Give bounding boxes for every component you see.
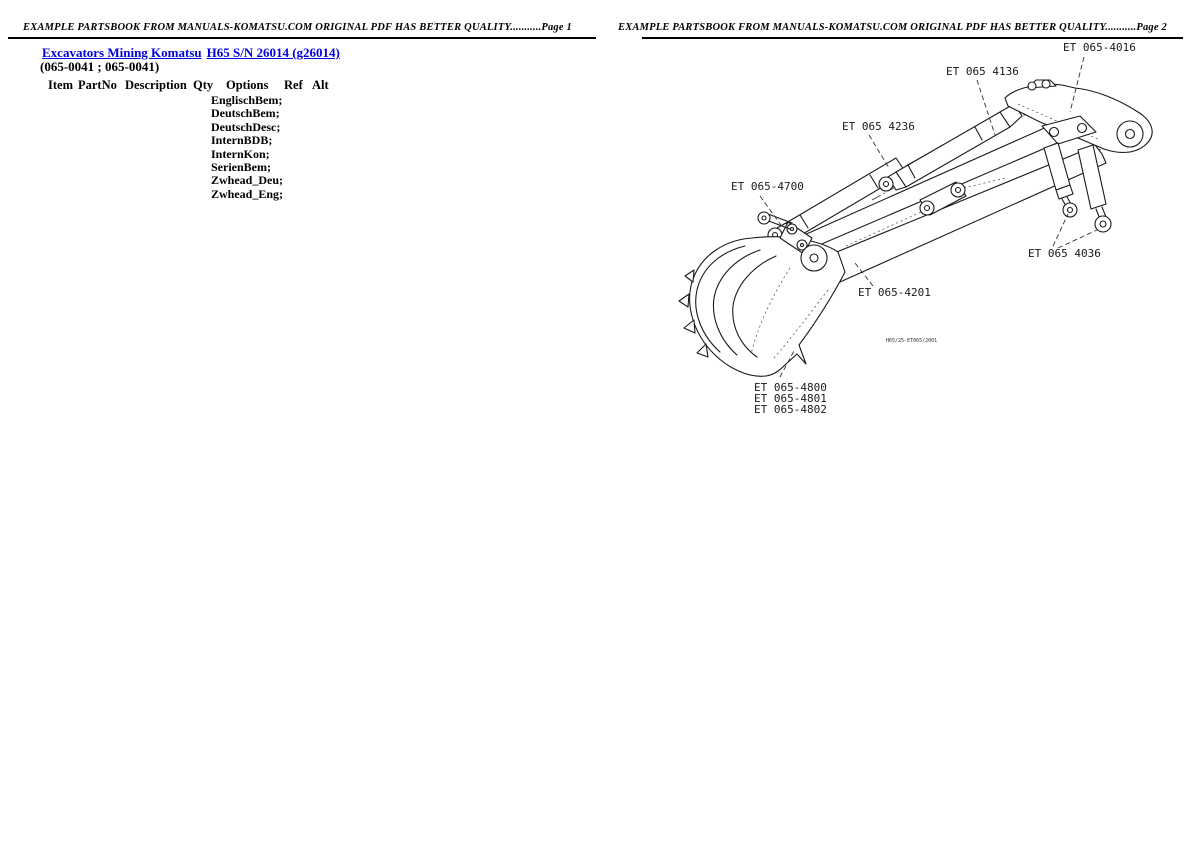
term-item: Zwhead_Deu; bbox=[211, 173, 284, 188]
page-1-header bbox=[0, 22, 595, 33]
part-label-et-065-4801: ET 065-4801 bbox=[754, 392, 827, 405]
header-rule bbox=[8, 37, 596, 39]
part-label-et-065-4201: ET 065-4201 bbox=[858, 286, 931, 299]
drawing-watermark: H65/25-ET065/2001 bbox=[886, 338, 938, 344]
term-item: DeutschBem; bbox=[211, 106, 280, 121]
header-text: EXAMPLE PARTSBOOK FROM MANUALS-KOMATSU.COM ORIGINAL PDF HAS BETTER QUALITY........... bbox=[617, 22, 1137, 33]
part-label-et-065-4036: ET 065 4036 bbox=[1028, 247, 1101, 260]
part-label-et-065-4136: ET 065 4136 bbox=[946, 65, 1019, 78]
header-page-number: Page 2 bbox=[1136, 22, 1168, 33]
term-list bbox=[211, 94, 283, 201]
page-2-header bbox=[595, 22, 1190, 33]
term-item: DeutschDesc; bbox=[211, 119, 281, 134]
parts-table-header bbox=[0, 78, 595, 93]
col-partno: PartNo bbox=[78, 78, 117, 92]
col-description: Description bbox=[125, 78, 187, 92]
col-alt: Alt bbox=[312, 78, 329, 92]
col-options: Options bbox=[226, 78, 269, 92]
term-item: InternKon; bbox=[211, 146, 270, 161]
link-model-h65-sn-26014[interactable]: H65 S/N 26014 (g26014) bbox=[206, 45, 340, 60]
part-label-et-065-4700: ET 065-4700 bbox=[731, 180, 804, 193]
header-page-number: Page 1 bbox=[541, 22, 573, 33]
col-ref: Ref bbox=[284, 78, 303, 92]
term-item: Zwhead_Eng; bbox=[211, 186, 284, 201]
part-label-et-065-4016: ET 065-4016 bbox=[1063, 41, 1136, 54]
page-2 bbox=[595, 0, 1190, 842]
part-label-et-065-4800: ET 065-4800 bbox=[754, 381, 827, 394]
term-item: SerienBem; bbox=[211, 160, 271, 175]
part-label-et-065-4802: ET 065-4802 bbox=[754, 403, 827, 416]
excavator-attachment-diagram bbox=[648, 40, 1190, 440]
term-item: EnglischBem; bbox=[211, 93, 283, 107]
col-qty: Qty bbox=[193, 78, 214, 92]
header-text: EXAMPLE PARTSBOOK FROM MANUALS-KOMATSU.COM ORIGINAL PDF HAS BETTER QUALITY........... bbox=[22, 22, 542, 33]
header-rule bbox=[642, 37, 1183, 39]
term-item: InternBDB; bbox=[211, 133, 273, 148]
part-label-et-065-4236: ET 065 4236 bbox=[842, 120, 915, 133]
col-item: Item bbox=[48, 78, 73, 92]
serial-range: (065-0041 ; 065-0041) bbox=[40, 59, 160, 74]
link-excavators-mining-komatsu[interactable]: Excavators Mining Komatsu bbox=[42, 45, 202, 60]
